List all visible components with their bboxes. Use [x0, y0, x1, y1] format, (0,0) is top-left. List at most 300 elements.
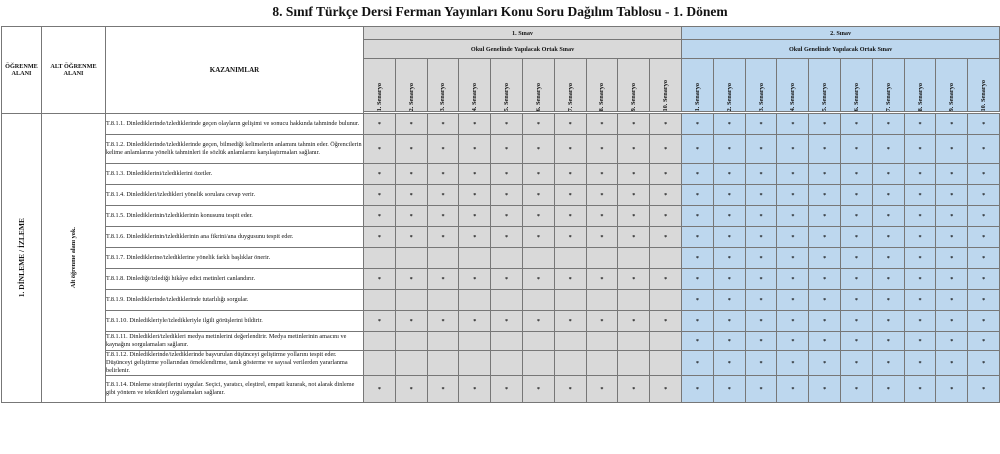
scenario-mark-cell: [522, 376, 554, 403]
scenario-label: 6. Senaryo: [852, 82, 860, 111]
mark-asterisk: *: [441, 233, 445, 241]
mark-asterisk: *: [950, 317, 954, 325]
scenario-mark-cell: [650, 290, 682, 311]
page-title: 8. Sınıf Türkçe Dersi Ferman Yayınları Konu Soru Dağılım Tablosu - 1. Dönem: [272, 4, 728, 19]
scenario-label: 5. Senaryo: [821, 82, 829, 111]
scenario-mark-cell: [936, 332, 968, 351]
mark-asterisk: *: [823, 317, 827, 325]
mark-asterisk: *: [759, 191, 763, 199]
scenario-mark-cell: [713, 135, 745, 164]
mark-asterisk: *: [632, 212, 636, 220]
scenario-mark-cell: [809, 206, 841, 227]
mark-asterisk: *: [568, 120, 572, 128]
kazanim-text: T.8.1.8. Dinlediği/izlediği hikâye edici metinleri canlandırır.: [106, 269, 364, 290]
sub-learning-area-cell: [42, 114, 106, 403]
scenario-mark-cell: [522, 290, 554, 311]
scenario-mark-cell: [395, 114, 427, 135]
mark-asterisk: *: [791, 385, 795, 393]
mark-asterisk: *: [568, 275, 572, 283]
scenario-mark-cell: [618, 332, 650, 351]
scenario-mark-cell: [554, 332, 586, 351]
scenario-header: [872, 59, 904, 112]
kazanim-text: T.8.1.14. Dinleme stratejilerini uygular. Seçici, yaratıcı, eleştirel, empati kurarak, not alarak dinleme gibi yöntem ve teknikleri uygulamaları sağlanır.: [106, 376, 364, 403]
mark-asterisk: *: [632, 385, 636, 393]
mark-asterisk: *: [600, 317, 604, 325]
scenario-mark-cell: [554, 351, 586, 376]
mark-asterisk: *: [441, 212, 445, 220]
mark-asterisk: *: [791, 170, 795, 178]
scenario-mark-cell: [936, 351, 968, 376]
scenario-mark-cell: [682, 290, 714, 311]
scenario-mark-cell: [872, 164, 904, 185]
mark-asterisk: *: [505, 233, 509, 241]
scenario-label: 6. Senaryo: [534, 82, 542, 111]
scenario-mark-cell: [522, 351, 554, 376]
scenario-label: 7. Senaryo: [884, 82, 892, 111]
scenario-mark-cell: [745, 135, 777, 164]
scenario-mark-cell: [554, 135, 586, 164]
scenario-mark-cell: [427, 114, 459, 135]
mark-asterisk: *: [632, 120, 636, 128]
scenario-mark-cell: [841, 227, 873, 248]
scenario-mark-cell: [491, 114, 523, 135]
table-row: [2, 376, 1000, 403]
mark-asterisk: *: [854, 254, 858, 262]
scenario-mark-cell: [872, 206, 904, 227]
scenario-mark-cell: [936, 376, 968, 403]
mark-asterisk: *: [568, 385, 572, 393]
mark-asterisk: *: [886, 233, 890, 241]
scenario-mark-cell: [427, 269, 459, 290]
scenario-mark-cell: [364, 135, 396, 164]
scenario-mark-cell: [427, 332, 459, 351]
mark-asterisk: *: [536, 170, 540, 178]
scenario-mark-cell: [427, 290, 459, 311]
scenario-mark-cell: [364, 332, 396, 351]
scenario-mark-cell: [841, 164, 873, 185]
mark-asterisk: *: [473, 191, 477, 199]
table-row: [2, 227, 1000, 248]
mark-asterisk: *: [505, 385, 509, 393]
scenario-mark-cell: [586, 376, 618, 403]
scenario-mark-cell: [650, 227, 682, 248]
mark-asterisk: *: [886, 359, 890, 367]
scenario-mark-cell: [936, 290, 968, 311]
scenario-mark-cell: [904, 114, 936, 135]
scenario-mark-cell: [682, 248, 714, 269]
scenario-mark-cell: [364, 114, 396, 135]
scenario-mark-cell: [491, 290, 523, 311]
mark-asterisk: *: [982, 359, 986, 367]
scenario-mark-cell: [841, 269, 873, 290]
table-row: [2, 206, 1000, 227]
scenario-mark-cell: [904, 269, 936, 290]
mark-asterisk: *: [473, 385, 477, 393]
scenario-mark-cell: [841, 332, 873, 351]
mark-asterisk: *: [982, 317, 986, 325]
scenario-mark-cell: [459, 135, 491, 164]
scenario-mark-cell: [459, 311, 491, 332]
mark-asterisk: *: [377, 191, 381, 199]
scenario-mark-cell: [841, 290, 873, 311]
mark-asterisk: *: [377, 145, 381, 153]
scenario-mark-cell: [777, 290, 809, 311]
mark-asterisk: *: [695, 191, 700, 199]
scenario-mark-cell: [395, 311, 427, 332]
scenario-header: [554, 59, 586, 112]
scenario-mark-cell: [713, 114, 745, 135]
scenario-mark-cell: [491, 206, 523, 227]
scenario-mark-cell: [745, 269, 777, 290]
scenario-mark-cell: [491, 332, 523, 351]
mark-asterisk: *: [632, 317, 636, 325]
scenario-mark-cell: [618, 206, 650, 227]
scenario-label: 8. Senaryo: [598, 82, 606, 111]
mark-asterisk: *: [823, 120, 827, 128]
scenario-mark-cell: [682, 114, 714, 135]
mark-asterisk: *: [982, 120, 986, 128]
mark-asterisk: *: [791, 296, 795, 304]
mark-asterisk: *: [441, 170, 445, 178]
scenario-mark-cell: [777, 311, 809, 332]
scenario-mark-cell: [968, 269, 1000, 290]
scenario-mark-cell: [872, 185, 904, 206]
mark-asterisk: *: [950, 145, 954, 153]
scenario-mark-cell: [650, 185, 682, 206]
scenario-mark-cell: [618, 185, 650, 206]
scenario-mark-cell: [427, 248, 459, 269]
mark-asterisk: *: [664, 317, 668, 325]
scenario-mark-cell: [586, 351, 618, 376]
scenario-mark-cell: [936, 227, 968, 248]
scenario-mark-cell: [936, 206, 968, 227]
mark-asterisk: *: [441, 145, 445, 153]
mark-asterisk: *: [536, 120, 540, 128]
mark-asterisk: *: [950, 233, 954, 241]
scenario-mark-cell: [554, 206, 586, 227]
scenario-header: [522, 59, 554, 112]
mark-asterisk: *: [568, 191, 572, 199]
mark-asterisk: *: [886, 296, 890, 304]
scenario-header: [618, 59, 650, 112]
scenario-header: [904, 59, 936, 112]
mark-asterisk: *: [950, 337, 954, 345]
scenario-mark-cell: [586, 206, 618, 227]
mark-asterisk: *: [377, 385, 381, 393]
mark-asterisk: *: [409, 317, 413, 325]
mark-asterisk: *: [918, 359, 922, 367]
scenario-mark-cell: [682, 269, 714, 290]
mark-asterisk: *: [982, 275, 986, 283]
mark-asterisk: *: [854, 170, 858, 178]
scenario-header: [491, 59, 523, 112]
mark-asterisk: *: [950, 296, 954, 304]
mark-asterisk: *: [982, 296, 986, 304]
mark-asterisk: *: [473, 170, 477, 178]
scenario-mark-cell: [904, 164, 936, 185]
scenario-mark-cell: [777, 185, 809, 206]
scenario-mark-cell: [968, 248, 1000, 269]
exam-2-title: 2. Sınav: [682, 27, 1000, 40]
scenario-mark-cell: [809, 135, 841, 164]
mark-asterisk: *: [982, 145, 986, 153]
scenario-mark-cell: [491, 376, 523, 403]
mark-asterisk: *: [473, 317, 477, 325]
kazanim-text: T.8.1.6. Dinlediklerinin/izlediklerinin ana fikrini/ana duygusunu tespit eder.: [106, 227, 364, 248]
scenario-label: 8. Senaryo: [916, 82, 924, 111]
mark-asterisk: *: [918, 275, 922, 283]
mark-asterisk: *: [664, 385, 668, 393]
scenario-mark-cell: [618, 135, 650, 164]
scenario-mark-cell: [364, 185, 396, 206]
mark-asterisk: *: [950, 170, 954, 178]
mark-asterisk: *: [695, 359, 700, 367]
scenario-mark-cell: [459, 290, 491, 311]
mark-asterisk: *: [854, 233, 858, 241]
mark-asterisk: *: [473, 120, 477, 128]
kazanim-text: T.8.1.4. Dinledikleri/izledikleri yönelik sorulara cevap verir.: [106, 185, 364, 206]
kazanim-text: T.8.1.2. Dinlediklerinde/izlediklerinde geçen, bilmediği kelimelerin anlamını tahmin eder. Öğrencilerin kelime anlamlarına yönelik tahminleri ile sözlük anlamlarını karşılaştırmaları sağlanır.: [106, 135, 364, 164]
mark-asterisk: *: [632, 145, 636, 153]
mark-asterisk: *: [854, 212, 858, 220]
scenario-mark-cell: [968, 135, 1000, 164]
kazanim-text: T.8.1.7. Dinlediklerine/izlediklerine yönelik farklı başlıklar önerir.: [106, 248, 364, 269]
mark-asterisk: *: [823, 254, 827, 262]
scenario-mark-cell: [491, 269, 523, 290]
scenario-mark-cell: [459, 248, 491, 269]
scenario-mark-cell: [809, 164, 841, 185]
scenario-mark-cell: [841, 248, 873, 269]
scenario-mark-cell: [968, 290, 1000, 311]
mark-asterisk: *: [918, 170, 922, 178]
mark-asterisk: *: [886, 337, 890, 345]
mark-asterisk: *: [727, 275, 731, 283]
scenario-mark-cell: [904, 376, 936, 403]
scenario-mark-cell: [968, 351, 1000, 376]
scenario-mark-cell: [650, 114, 682, 135]
mark-asterisk: *: [759, 275, 763, 283]
scenario-mark-cell: [872, 227, 904, 248]
mark-asterisk: *: [695, 275, 700, 283]
mark-asterisk: *: [854, 385, 858, 393]
table-row: [2, 248, 1000, 269]
distribution-table: [1, 26, 1000, 403]
table-row: [2, 114, 1000, 135]
mark-asterisk: *: [409, 233, 413, 241]
mark-asterisk: *: [982, 212, 986, 220]
mark-asterisk: *: [409, 275, 413, 283]
scenario-mark-cell: [650, 311, 682, 332]
scenario-mark-cell: [618, 376, 650, 403]
mark-asterisk: *: [823, 170, 827, 178]
scenario-mark-cell: [968, 185, 1000, 206]
mark-asterisk: *: [982, 233, 986, 241]
mark-asterisk: *: [600, 212, 604, 220]
scenario-mark-cell: [809, 227, 841, 248]
scenario-mark-cell: [745, 227, 777, 248]
scenario-mark-cell: [364, 376, 396, 403]
mark-asterisk: *: [441, 191, 445, 199]
scenario-mark-cell: [459, 114, 491, 135]
scenario-label: 3. Senaryo: [757, 82, 765, 111]
mark-asterisk: *: [536, 233, 540, 241]
mark-asterisk: *: [505, 145, 509, 153]
scenario-mark-cell: [395, 290, 427, 311]
mark-asterisk: *: [695, 145, 700, 153]
scenario-mark-cell: [395, 351, 427, 376]
scenario-mark-cell: [713, 332, 745, 351]
scenario-mark-cell: [872, 332, 904, 351]
scenario-mark-cell: [491, 248, 523, 269]
mark-asterisk: *: [377, 170, 381, 178]
mark-asterisk: *: [823, 191, 827, 199]
exam-1-title: 1. Sınav: [364, 27, 682, 40]
scenario-mark-cell: [618, 269, 650, 290]
mark-asterisk: *: [791, 254, 795, 262]
scenario-mark-cell: [395, 376, 427, 403]
mark-asterisk: *: [505, 317, 509, 325]
mark-asterisk: *: [791, 145, 795, 153]
scenario-mark-cell: [713, 206, 745, 227]
mark-asterisk: *: [918, 212, 922, 220]
scenario-mark-cell: [904, 351, 936, 376]
mark-asterisk: *: [727, 170, 731, 178]
scenario-mark-cell: [554, 269, 586, 290]
mark-asterisk: *: [982, 254, 986, 262]
mark-asterisk: *: [982, 170, 986, 178]
scenario-mark-cell: [809, 269, 841, 290]
learning-area-header: ÖĞRENME ALANI: [2, 27, 42, 114]
scenario-mark-cell: [682, 351, 714, 376]
scenario-mark-cell: [522, 227, 554, 248]
scenario-mark-cell: [713, 269, 745, 290]
scenario-mark-cell: [713, 351, 745, 376]
table-row: [2, 332, 1000, 351]
mark-asterisk: *: [695, 212, 700, 220]
mark-asterisk: *: [409, 191, 413, 199]
scenario-mark-cell: [491, 351, 523, 376]
scenario-mark-cell: [936, 114, 968, 135]
scenario-mark-cell: [427, 311, 459, 332]
mark-asterisk: *: [727, 145, 731, 153]
mark-asterisk: *: [854, 359, 858, 367]
scenario-mark-cell: [586, 135, 618, 164]
scenario-mark-cell: [745, 351, 777, 376]
mark-asterisk: *: [664, 191, 668, 199]
scenario-mark-cell: [650, 376, 682, 403]
scenario-mark-cell: [904, 332, 936, 351]
scenario-header: [841, 59, 873, 112]
mark-asterisk: *: [695, 317, 700, 325]
scenario-mark-cell: [364, 269, 396, 290]
scenario-mark-cell: [872, 290, 904, 311]
scenario-mark-cell: [522, 114, 554, 135]
mark-asterisk: *: [918, 296, 922, 304]
mark-asterisk: *: [918, 145, 922, 153]
scenario-mark-cell: [618, 351, 650, 376]
scenario-mark-cell: [364, 311, 396, 332]
scenario-mark-cell: [809, 311, 841, 332]
mark-asterisk: *: [600, 385, 604, 393]
sub-learning-area-label: Alt öğrenme alanı yok.: [70, 227, 77, 289]
scenario-mark-cell: [618, 248, 650, 269]
mark-asterisk: *: [505, 191, 509, 199]
mark-asterisk: *: [759, 212, 763, 220]
scenario-mark-cell: [459, 351, 491, 376]
mark-asterisk: *: [727, 317, 731, 325]
scenario-mark-cell: [491, 135, 523, 164]
table-row: [2, 290, 1000, 311]
mark-asterisk: *: [536, 275, 540, 283]
mark-asterisk: *: [918, 233, 922, 241]
mark-asterisk: *: [695, 120, 700, 128]
mark-asterisk: *: [600, 191, 604, 199]
scenario-mark-cell: [554, 311, 586, 332]
scenario-mark-cell: [713, 227, 745, 248]
table-row: [2, 164, 1000, 185]
scenario-mark-cell: [586, 114, 618, 135]
mark-asterisk: *: [505, 120, 509, 128]
scenario-header: [586, 59, 618, 112]
scenario-mark-cell: [395, 206, 427, 227]
mark-asterisk: *: [695, 385, 700, 393]
scenario-mark-cell: [936, 135, 968, 164]
mark-asterisk: *: [950, 275, 954, 283]
mark-asterisk: *: [759, 385, 763, 393]
scenario-header: [936, 59, 968, 112]
mark-asterisk: *: [950, 120, 954, 128]
scenario-mark-cell: [459, 376, 491, 403]
scenario-header: [968, 59, 1000, 112]
mark-asterisk: *: [377, 275, 381, 283]
mark-asterisk: *: [982, 191, 986, 199]
scenario-label: 9. Senaryo: [630, 82, 638, 111]
scenario-mark-cell: [809, 351, 841, 376]
scenario-mark-cell: [904, 227, 936, 248]
scenario-mark-cell: [491, 311, 523, 332]
scenario-mark-cell: [650, 248, 682, 269]
mark-asterisk: *: [727, 120, 731, 128]
scenario-mark-cell: [872, 114, 904, 135]
exam-2-subtitle: Okul Genelinde Yapılacak Ortak Sınav: [682, 40, 1000, 59]
scenario-mark-cell: [618, 164, 650, 185]
scenario-mark-cell: [364, 351, 396, 376]
mark-asterisk: *: [791, 359, 795, 367]
scenario-mark-cell: [936, 164, 968, 185]
scenario-label: 4. Senaryo: [471, 82, 479, 111]
scenario-mark-cell: [745, 290, 777, 311]
kazanim-text: T.8.1.9. Dinlediklerinde/izlediklerinde tutarlılığı sorgular.: [106, 290, 364, 311]
scenario-mark-cell: [777, 248, 809, 269]
scenario-mark-cell: [682, 227, 714, 248]
mark-asterisk: *: [568, 145, 572, 153]
kazanim-text: T.8.1.1. Dinlediklerinde/izlediklerinde geçen olayların gelişimi ve sonucu hakkında tahminde bulunur.: [106, 114, 364, 135]
scenario-mark-cell: [427, 227, 459, 248]
mark-asterisk: *: [823, 275, 827, 283]
scenario-mark-cell: [872, 269, 904, 290]
scenario-mark-cell: [491, 185, 523, 206]
mark-asterisk: *: [759, 170, 763, 178]
scenario-mark-cell: [777, 351, 809, 376]
mark-asterisk: *: [600, 275, 604, 283]
scenario-mark-cell: [872, 376, 904, 403]
mark-asterisk: *: [473, 275, 477, 283]
mark-asterisk: *: [600, 145, 604, 153]
scenario-mark-cell: [745, 164, 777, 185]
mark-asterisk: *: [664, 233, 668, 241]
scenario-mark-cell: [968, 114, 1000, 135]
table-row: [2, 269, 1000, 290]
